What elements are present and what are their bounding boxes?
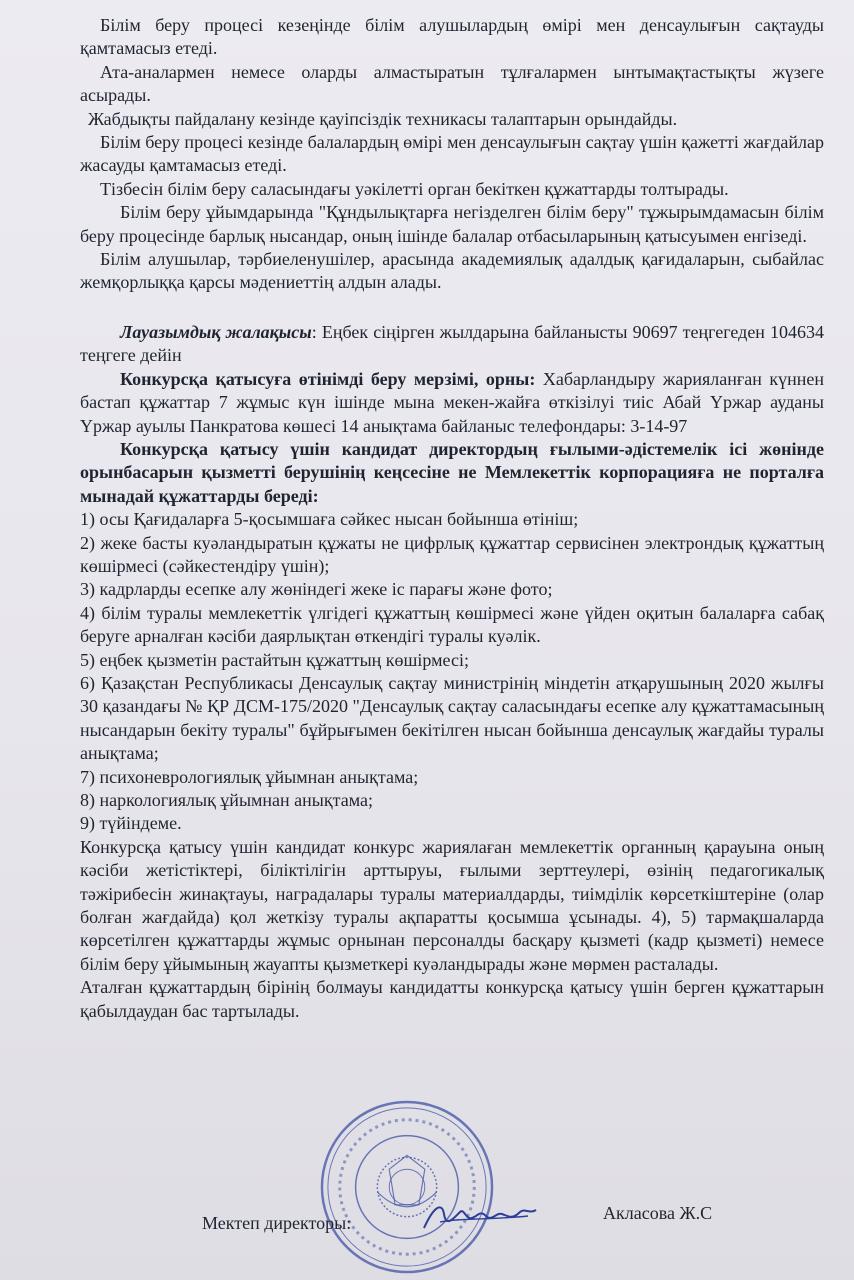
duty-paragraph: Білім беру процесі кезеңінде білім алушылардың өмірі мен денсаулығын сақтауды қамтамасыз етеді. (80, 15, 824, 59)
list-item: 1) осы Қағидаларға 5-қосымшаға сәйкес нысан бойынша өтініш; (80, 509, 579, 530)
signature-label: Мектеп директоры: (202, 1213, 352, 1233)
official-stamp (318, 1098, 496, 1276)
refusal-paragraph: Аталған құжаттардың бірінің болмауы кандидатты конкурсқа қатысу үшін берген құжаттарын қабылдаудан бас тартылады. (80, 977, 824, 1021)
documents-list (80, 508, 824, 836)
duty-paragraph: Ата-аналармен немесе оларды алмастыратын тұлғалармен ынтымақтастықты жүзеге асырады. (80, 61, 824, 106)
duty-paragraph: Білім беру процесі кезінде балалардың өмірі мен денсаулығын сақтау үшін қажетті жағдайлар жасауды қамтамасыз етеді. (80, 132, 824, 176)
signature-block (0, 1198, 854, 1248)
director-name: Акласова Ж.С (603, 1203, 713, 1223)
duties-section (80, 14, 824, 295)
deadline-paragraph (80, 368, 824, 438)
duty-paragraph: Жабдықты пайдалану кезінде қауіпсіздік техникасы талаптарын орындайды. (88, 108, 678, 129)
salary-label: Лауазымдық жалақысы (120, 321, 312, 342)
salary-paragraph (80, 321, 824, 368)
salary-text: : Еңбек сіңірген жылдарына байланысты 90697 теңгегеден 104634 теңгеге дейін (80, 321, 824, 366)
handwritten-signature (420, 1198, 540, 1238)
list-item: 6) Қазақстан Республикасы Денсаулық сақтау министрінің міндетін атқарушының 2020 жылғы 30 қазандағы № ҚР ДСМ-175/2020 "Денсаулық сақтау саласындағы есепке алу құжаттамасының нысандарын бекіту туралы" бұйрығымен бекітілген нысан бойынша денсаулық жағдайы туралы анықтама; (80, 672, 824, 764)
duty-paragraph: Білім алушылар, тәрбиеленушілер, арасында академиялық адалдық қағидаларын, сыбайлас жемқорлыққа қарсы мәдениеттің алдын алады. (80, 249, 824, 293)
list-item: 8) наркологиялық ұйымнан анықтама; (80, 790, 373, 810)
list-item: 5) еңбек қызметін растайтын құжаттың көшірмесі; (80, 649, 469, 670)
duty-paragraph: Білім беру ұйымдарында "Құндылықтарға негізделген білім беру" тұжырымдамасын білім беру процесінде барлық нысандар, оның ішінде балалар отбасыларының қатысуымен енгізеді. (80, 202, 824, 246)
documents-heading: Конкурсқа қатысу үшін кандидат директордың ғылыми-әдістемелік ісі жөнінде орынбасарын қызметті берушінің кеңсесіне не Мемлекеттік корпорацияға не порталға мынадай құжаттарды береді: (80, 438, 824, 506)
list-item: 3) кадрларды есепке алу жөніндегі жеке іс парағы және фото; (80, 579, 553, 600)
list-item: 7) психоневрологиялық ұйымнан анықтама; (80, 766, 419, 787)
deadline-text: Хабарландыру жарияланған күннен бастап құжаттар 7 жұмыс күн ішінде мына мекен-жайға өткізілуі тиіс Абай Үржар ауданы Үржар ауылы Панкратова көшесі 14 анықтама байланыс телефондары: 3-14-97 (80, 368, 824, 436)
list-item: 9) түйіндеме. (80, 813, 182, 834)
list-item: 2) жеке басты куәландыратын құжаты не цифрлық құжаттар сервисінен электрондық құжаттың көшірмесі (сәйкестендіру үшін); (80, 532, 824, 576)
duty-paragraph: Тізбесін білім беру саласындағы уәкілетті орган бекіткен құжаттарды толтырады. (100, 178, 729, 199)
deadline-label: Конкурсқа қатысуға өтінімді беру мерзімі, орны: (120, 368, 536, 389)
list-item: 4) білім туралы мемлекеттік үлгідегі құжаттың көшірмесі және үйден оқитын балаларға сабақ беруге арналған кәсіби даярлықтан өткендігі туралы куәлік. (80, 602, 824, 647)
spacer (80, 295, 824, 321)
additional-materials-paragraph: Конкурсқа қатысу үшін кандидат конкурс жариялаған мемлекеттік органның қарауына оның кәсіби жетістіктері, біліктілігін арттыруы, ғылыми зерттеулері, өзінің педагогикалық тәжірибесін жинақтауы, наградалары туралы материалдарды, тиімділік көрсеткіштеріне (олар болған жағдайда) қол жеткізу туралы ақпаратты қосымша ұсынады. 4), 5) тармақшаларда көрсетілген құжаттарды жұмыс орнынан персоналды басқару қызметі (кадр қызметі) немесе білім беру ұйымының жауапты қызметкері куәландырады және мөрмен расталады. (80, 836, 824, 974)
